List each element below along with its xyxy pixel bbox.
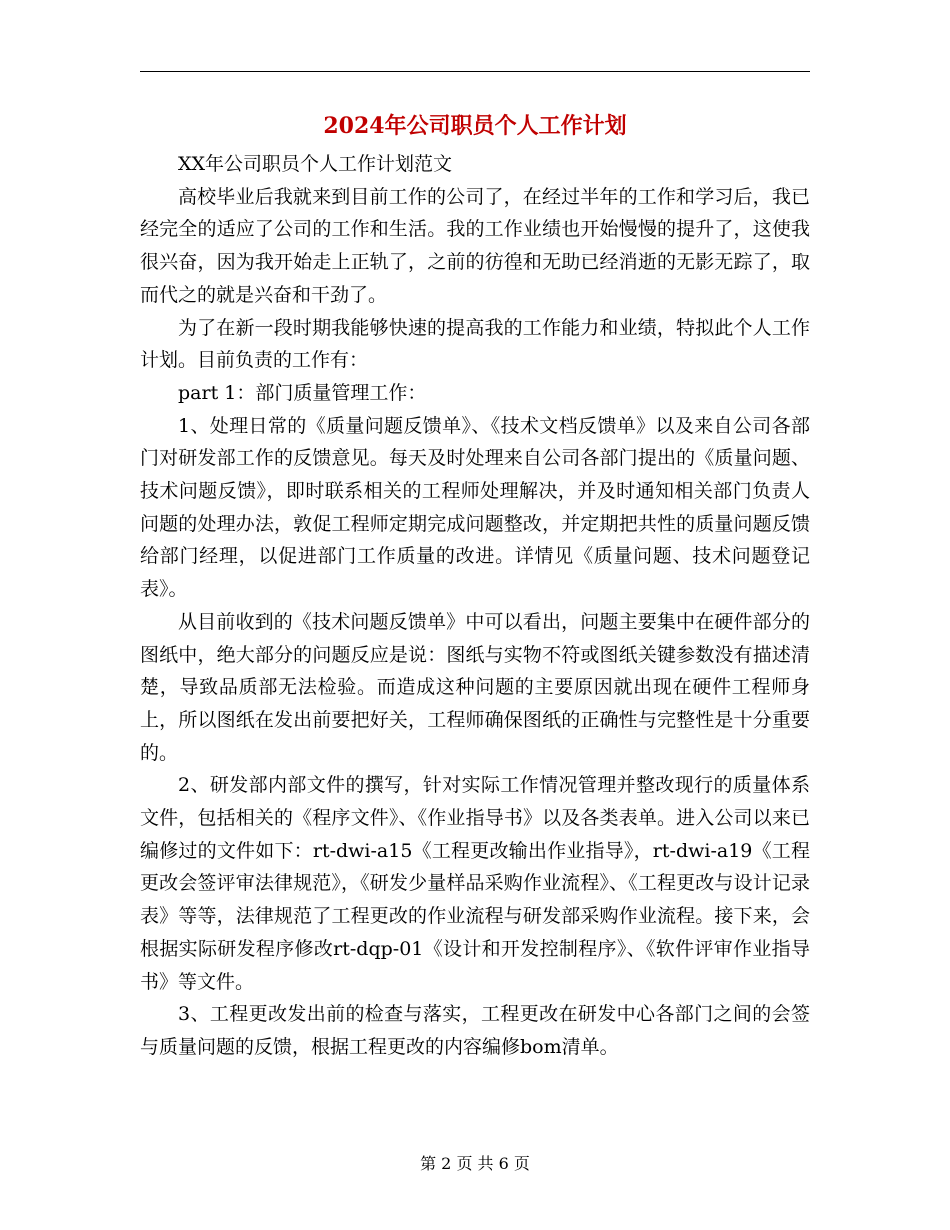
paragraph-intro: 高校毕业后我就来到目前工作的公司了，在经过半年的工作和学习后，我已经完全的适应了公司的工作和生活。我的工作业绩也开始慢慢的提升了，这使我很兴奋，因为我开始走上正轨了，之前的彷徨和无助已经消逝的无影无踪了，取而代之的就是兴奋和干劲了。: [140, 185, 810, 306]
paragraph-part1-heading: part 1：部门质量管理工作：: [178, 381, 427, 404]
page-number: 第 2 页 共 6 页: [420, 1154, 530, 1173]
document-body: [140, 148, 810, 1064]
paragraph-item-2: 2、研发部内部文件的撰写，针对实际工作情况管理并整改现行的质量体系文件，包括相关的《程序文件》、《作业指导书》以及各类表单。进入公司以来已编修过的文件如下：rt-dwi-a15《工程更改输出作业指导》，rt-dwi-a19《工程更改会签评审法律规范》，《研发少量样品采购作业流程》、《工程更改与设计记录表》等等，法律规范了工程更改的作业流程与研发部采购作业流程。接下来，会根据实际研发程序修改rt-dqp-01《设计和开发控制程序》、《软件评审作业指导书》等文件。: [140, 774, 810, 993]
paragraph-item-3: 3、工程更改发出前的检查与落实，工程更改在研发中心各部门之间的会签与质量问题的反馈，根据工程更改的内容编修bom清单。: [140, 1003, 810, 1058]
paragraph-analysis: 从目前收到的《技术问题反馈单》中可以看出，问题主要集中在硬件部分的图纸中，绝大部分的问题反应是说：图纸与实物不符或图纸关键参数没有描述清楚，导致品质部无法检验。而造成这种问题的主要原因就出现在硬件工程师身上，所以图纸在发出前要把好关，工程师确保图纸的正确性与完整性是十分重要的。: [140, 610, 810, 764]
document-title: 2024年公司职员个人工作计划: [323, 113, 627, 139]
paragraph-item-1: 1、处理日常的《质量问题反馈单》、《技术文档反馈单》以及来自公司各部门对研发部工作的反馈意见。每天及时处理来自公司各部门提出的《质量问题、技术问题反馈》，即时联系相关的工程师处理解决，并及时通知相关部门负责人问题的处理办法，敦促工程师定期完成问题整改，并定期把共性的质量问题反馈给部门经理，以促进部门工作质量的改进。详情见《质量问题、技术问题登记表》。: [140, 414, 810, 601]
paragraph-purpose: 为了在新一段时期我能够快速的提高我的工作能力和业绩，特拟此个人工作计划。目前负责的工作有：: [140, 316, 810, 372]
header-rule: [140, 71, 810, 72]
paragraph-subtitle: XX年公司职员个人工作计划范文: [178, 153, 453, 175]
